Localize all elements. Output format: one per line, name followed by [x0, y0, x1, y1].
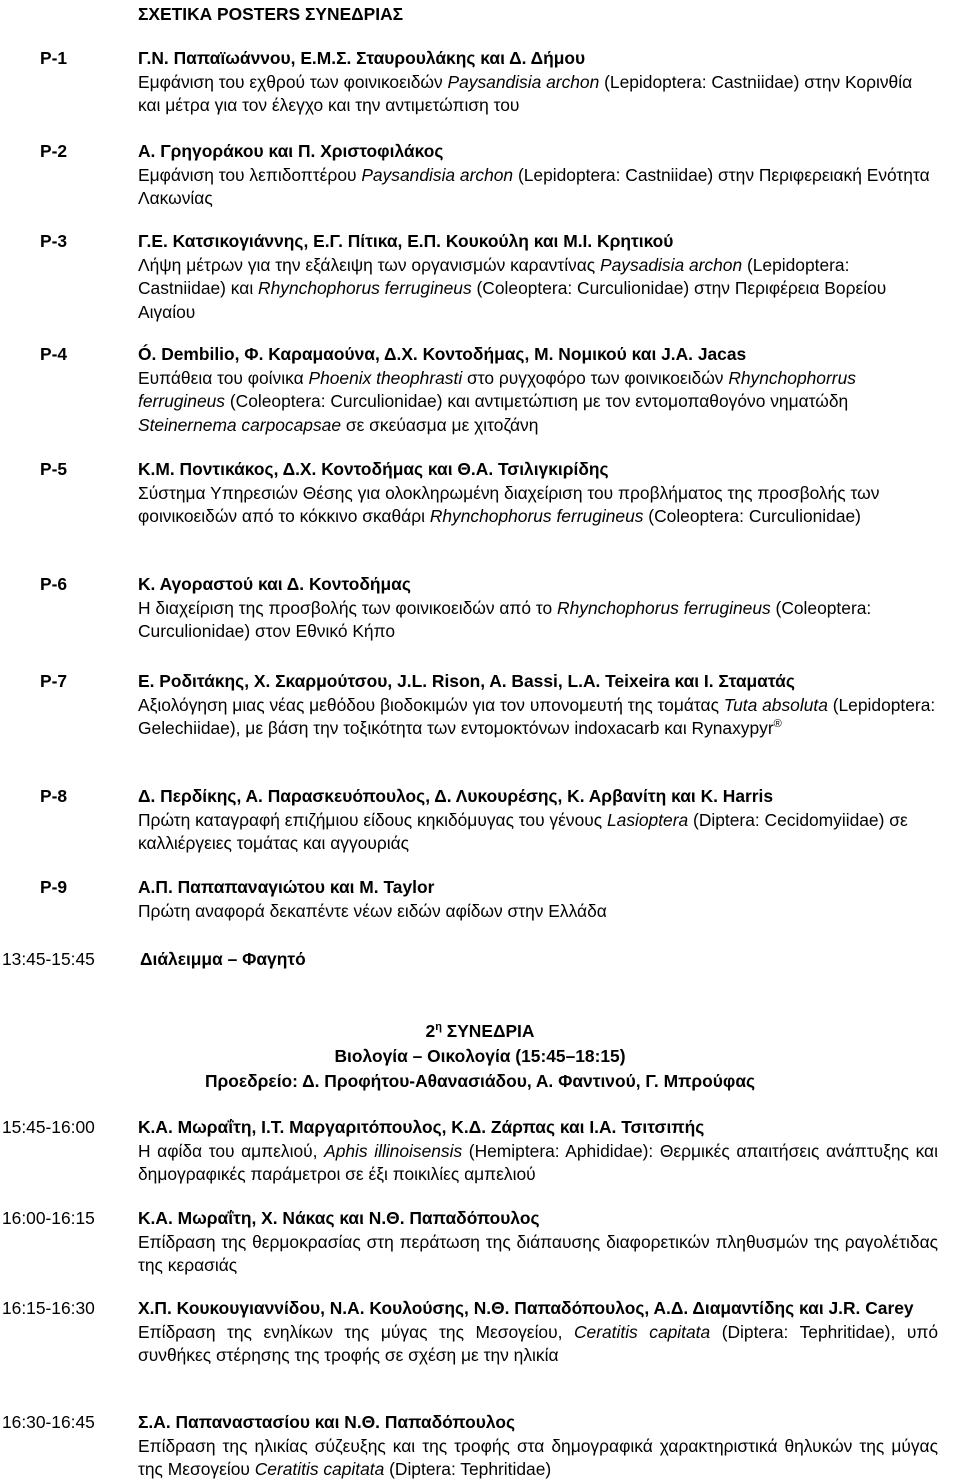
- poster-authors: Α. Γρηγοράκου και Π. Χριστοφιλάκος: [138, 141, 444, 161]
- poster-title: Πρώτη αναφορά δεκαπέντε νέων ειδών αφίδων στην Ελλάδα: [138, 900, 607, 921]
- species-name: Rhynchophorus ferrugineus: [557, 597, 771, 618]
- lunch-break: [2, 948, 306, 970]
- poster-code: P-4: [40, 344, 68, 364]
- poster-authors: Ε. Ροδιτάκης, Χ. Σκαρμούτσου, J.L. Rison, A. Bassi, L.A. Teixeira και Ι. Σταματάς: [138, 671, 795, 691]
- species-name: Tuta absoluta: [723, 694, 828, 715]
- poster-code: P-1: [40, 48, 68, 68]
- break-label: Διάλειμμα – Φαγητό: [140, 949, 306, 969]
- poster-authors: Α.Π. Παπαπαναγιώτου και M. Taylor: [138, 877, 435, 897]
- species-name: Rhynchophorus ferrugineus: [258, 278, 472, 299]
- talk-authors: Σ.Α. Παπαναστασίου και Ν.Θ. Παπαδόπουλος: [138, 1412, 516, 1432]
- poster-code: P-5: [40, 459, 68, 479]
- session-heading: $2^\eta$ ΣΥΝΕΔΡΙΑ: [425, 1021, 535, 1041]
- poster-authors: Δ. Περδίκης, Α. Παρασκευόπουλος, Δ. Λυκουρέσης, Κ. Αρβανίτη και K. Harris: [138, 786, 774, 806]
- poster-code: P-3: [40, 231, 68, 251]
- species-name: Rhynchophorus ferrugineus: [429, 506, 644, 527]
- species-name: Paysandisia archon: [447, 71, 600, 92]
- poster-code: P-7: [40, 671, 68, 691]
- poster-authors: Κ. Αγοραστού και Δ. Κοντοδήμας: [138, 574, 411, 594]
- poster-title: Εμφάνιση του εχθρού των φοινικοειδών Paysandisia archon (Lepidoptera: Castniidae) στην Κορινθία και μέτρα για τον έλεγχο και την αντιμετώπιση του: [138, 71, 913, 116]
- talk-title: Επίδραση της ηλικίας σύζευξης και της τροφής στα δημογραφικά χαρακτηριστικά θηλυκών της μύγας της Μεσογείου Ceratitis capitata (Diptera: Tephritidae): [138, 1435, 938, 1480]
- break-time: 13:45-15:45: [2, 949, 95, 969]
- species-name: Ceratitis capitata: [573, 1321, 711, 1342]
- registered-mark: ®: [773, 718, 782, 731]
- poster-authors: Κ.Μ. Ποντικάκος, Δ.Χ. Κοντοδήμας και Θ.Α. Τσιλιγκιρίδης: [138, 459, 609, 479]
- poster-code: P-6: [40, 574, 68, 594]
- poster-title: Η διαχείριση της προσβολής των φοινικοειδών από το Rhynchophorus ferrugineus (Coleoptera: Curculionidae) στον Εθνικό Κήπο: [138, 597, 872, 642]
- poster-authors: Γ.Ε. Κατσικογιάννης, Ε.Γ. Πίτικα, Ε.Π. Κουκούλη και Μ.Ι. Κρητικού: [138, 231, 674, 251]
- poster-title: Ευπάθεια του φοίνικα Phoenix theophrasti στο ρυγχοφόρο των φοινικοειδών Rhynchophorrus ferrugineus (Coleoptera: Curculionidae) και αντιμετώπιση με τον εντομοπαθογόνο νηματώδη Steinernema carpocapsae σε σκεύασμα με χιτοζάνη: [138, 367, 856, 435]
- talk-time: 15:45-16:00: [2, 1117, 95, 1137]
- species-name: Ceratitis capitata: [254, 1459, 385, 1480]
- species-name: Paysadisia archon: [600, 254, 743, 275]
- talk-title: Επίδραση της θερμοκρασίας στη περάτωση της διάπαυσης διαφορετικών πληθυσμών της ραγολέτιδας της κερασιάς: [138, 1231, 938, 1276]
- poster-title: Πρώτη καταγραφή επιζήμιου είδους κηκιδόμυγας του γένους Lasioptera (Diptera: Cecidomyiidae) σε καλλιέργειες τομάτας και αγγουριάς: [138, 809, 908, 854]
- poster-title: Λήψη μέτρων για την εξάλειψη των οργανισμών καραντίνας Paysadisia archon (Lepidoptera: Castniidae) και Rhynchophorus ferrugineus (Coleoptera: Curculionidae) στην Περιφέρεια Βορείου Αιγαίου: [138, 254, 887, 322]
- poster-title: Εμφάνιση του λεπιδοπτέρου Paysandisia archon (Lepidoptera: Castniidae) στην Περιφερειακή Ενότητα Λακωνίας: [138, 164, 930, 209]
- talk-time: 16:00-16:15: [2, 1208, 95, 1228]
- poster-code: P-2: [40, 141, 68, 161]
- species-name: Paysandisia archon: [361, 164, 514, 185]
- talk-authors: Κ.Α. Μωραΐτη, Ι.Τ. Μαργαριτόπουλος, Κ.Δ. Ζάρπας και Ι.Α. Τσιτσιπής: [138, 1117, 705, 1137]
- talk-title: Επίδραση της ενηλίκων της μύγας της Μεσογείου, Ceratitis capitata (Diptera: Tephritidae), υπό συνθήκες στέρησης της τροφής σε σχέση με την ηλικία: [138, 1321, 938, 1366]
- species-name: Aphis illinoisensis: [324, 1140, 463, 1161]
- posters-heading: ΣΧΕΤΙΚΑ POSTERS ΣΥΝΕΔΡΙΑΣ: [138, 4, 404, 24]
- poster-authors: Ó. Dembilio, Φ. Καραμαούνα, Δ.Χ. Κοντοδήμας, Μ. Νομικού και J.A. Jacas: [138, 344, 747, 364]
- species-name: Steinernema carpocapsae: [138, 414, 342, 435]
- species-name: Phoenix theophrasti: [308, 367, 463, 388]
- poster-title: Σύστημα Υπηρεσιών Θέσης για ολοκληρωμένη διαχείριση του προβλήματος της προσβολής των φοινικοειδών από το κόκκινο σκαθάρι Rhynchophorus ferrugineus (Coleoptera: Curculionidae): [138, 482, 880, 527]
- session-theme: Βιολογία – Οικολογία (15:45–18:15): [334, 1046, 626, 1066]
- session-chairs: Προεδρείο: Δ. Προφήτου-Αθανασιάδου, Α. Φαντινού, Γ. Μπρούφας: [204, 1071, 756, 1091]
- species-name: Rhynchophorrus ferrugineus: [138, 367, 856, 412]
- talk-title: Η αφίδα του αμπελιού, Aphis illinoisensis (Hemiptera: Aphididae): Θερμικές απαιτήσεις ανάπτυξης και δημογραφικές παράμετροι σε έξι ποικιλίες αμπελιού: [138, 1140, 938, 1185]
- talk-authors: Κ.Α. Μωραΐτη, Χ. Νάκας και Ν.Θ. Παπαδόπουλος: [138, 1208, 540, 1228]
- poster-code: P-8: [40, 786, 68, 806]
- poster-title: Αξιολόγηση μιας νέας μεθόδου βιοδοκιμών για τον υπονομευτή της τομάτας Tuta absoluta (Lepidoptera: Gelechiidae), με βάση την τοξικότητα των εντομοκτόνων indoxacarb και Rynaxypyr®: [138, 694, 936, 739]
- talk-authors: Χ.Π. Κουκουγιαννίδου, Ν.Α. Κουλούσης, Ν.Θ. Παπαδόπουλος, Α.Δ. Διαμαντίδης και J.R. Carey: [138, 1298, 914, 1318]
- poster-authors: Γ.Ν. Παπαϊωάννου, Ε.Μ.Σ. Σταυρουλάκης και Δ. Δήμου: [138, 48, 586, 68]
- poster-code: P-9: [40, 877, 68, 897]
- talk-time: 16:15-16:30: [2, 1298, 95, 1318]
- talk-time: 16:30-16:45: [2, 1412, 95, 1432]
- species-name: Lasioptera: [606, 809, 689, 830]
